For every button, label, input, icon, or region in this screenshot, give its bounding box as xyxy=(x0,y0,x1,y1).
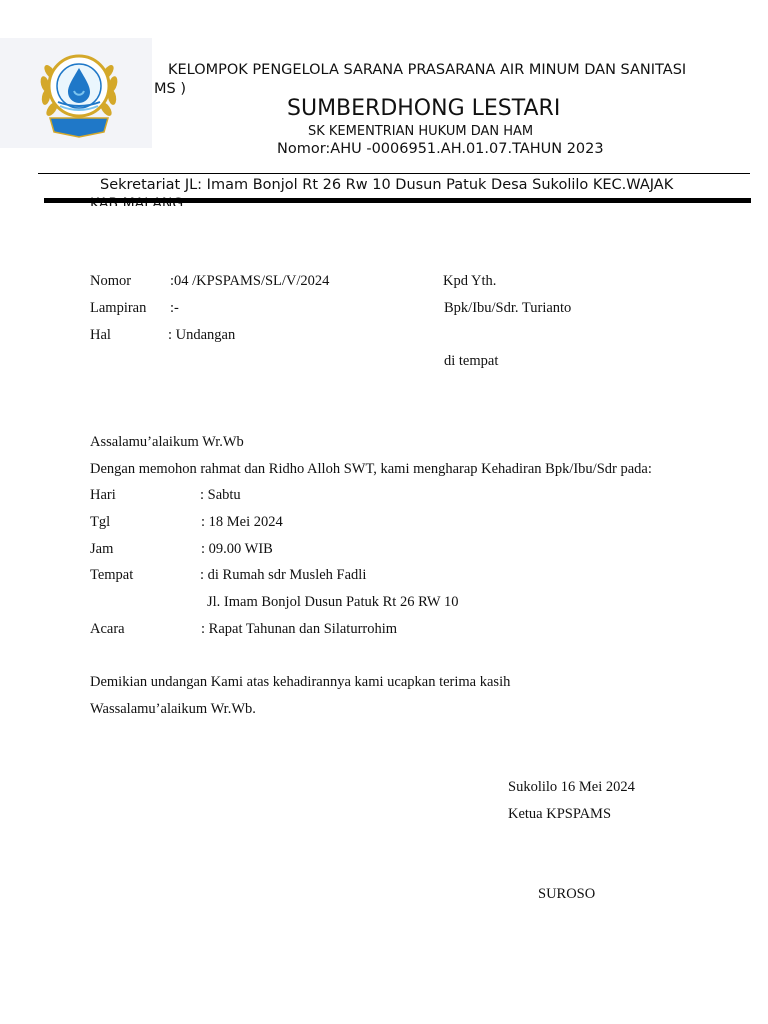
lampiran-value: :- xyxy=(170,300,179,316)
recipient-name: Bpk/Ibu/Sdr. Turianto xyxy=(444,300,572,316)
greeting: Assalamu’alaikum Wr.Wb xyxy=(90,434,244,450)
detail-label: Jam xyxy=(90,541,114,557)
organization-name: KELOMPOK PENGELOLA SARANA PRASARANA AIR MINUM DAN SANITASI xyxy=(168,62,687,78)
farewell-text: Wassalamu’alaikum Wr.Wb. xyxy=(90,701,256,717)
detail-label: Tgl xyxy=(90,514,111,530)
registration-number: Nomor:AHU -0006951.AH.01.07.TAHUN 2023 xyxy=(277,141,604,157)
signature-name: SUROSO xyxy=(538,886,596,902)
detail-label: Hari xyxy=(90,487,116,503)
organization-logo xyxy=(34,44,124,140)
header-divider-thick xyxy=(44,198,751,203)
nomor-label: Nomor xyxy=(90,273,132,289)
secretariat-address: Sekretariat JL: Imam Bonjol Rt 26 Rw 10 Dusun Patuk Desa Sukolilo KEC.WAJAK xyxy=(100,177,674,193)
detail-value: : di Rumah sdr Musleh Fadli xyxy=(200,567,367,583)
hal-label: Hal xyxy=(90,327,111,343)
closing-text: Demikian undangan Kami atas kehadirannya kami ucapkan terima kasih xyxy=(90,674,511,690)
signature-place-date: Sukolilo 16 Mei 2024 xyxy=(508,779,635,795)
detail-value: : 09.00 WIB xyxy=(201,541,273,557)
lampiran-label: Lampiran xyxy=(90,300,147,316)
detail-value: Jl. Imam Bonjol Dusun Patuk Rt 26 RW 10 xyxy=(207,594,459,610)
signature-position: Ketua KPSPAMS xyxy=(508,806,612,822)
detail-label: Tempat xyxy=(90,567,134,583)
intro-text: Dengan memohon rahmat dan Ridho Alloh SWT, kami mengharap Kehadiran Bpk/Ibu/Sdr pada: xyxy=(90,461,652,477)
organization-name-continued: MS ) xyxy=(154,81,186,97)
recipient-salutation: Kpd Yth. xyxy=(443,273,497,289)
sk-line: SK KEMENTRIAN HUKUM DAN HAM xyxy=(308,124,534,139)
detail-value: : 18 Mei 2024 xyxy=(201,514,283,530)
hal-value: : Undangan xyxy=(168,327,236,343)
detail-label: Acara xyxy=(90,621,125,637)
organization-title: SUMBERDHONG LESTARI xyxy=(287,96,561,121)
detail-value: : Rapat Tahunan dan Silaturrohim xyxy=(201,621,398,637)
nomor-value: :04 /KPSPAMS/SL/V/2024 xyxy=(170,273,330,289)
recipient-location: di tempat xyxy=(444,353,499,369)
header-divider-thin xyxy=(38,173,750,174)
detail-value: : Sabtu xyxy=(200,487,241,503)
